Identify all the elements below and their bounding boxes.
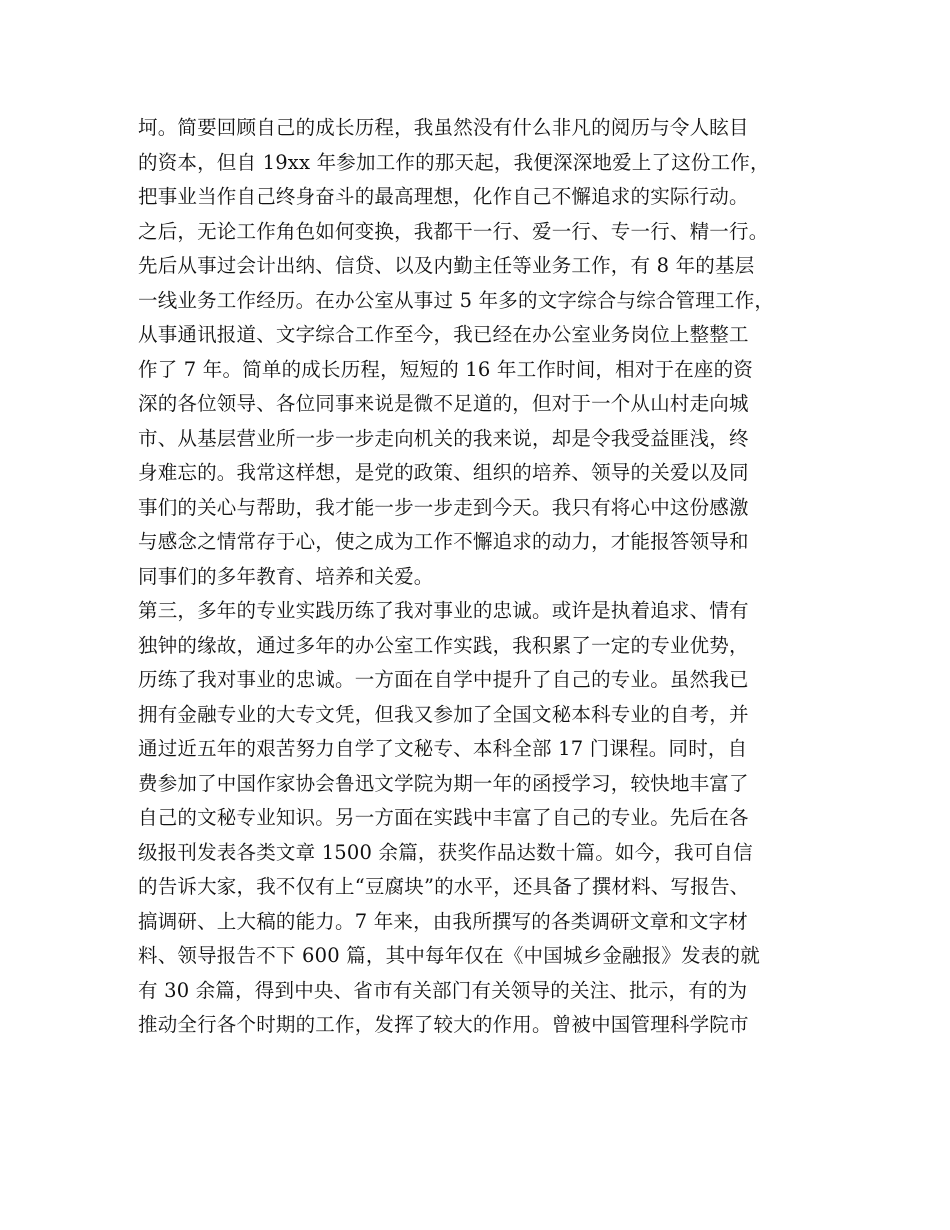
text-line: 独钟的缘故，通过多年的办公室工作实践，我积累了一定的专业优势，: [138, 633, 749, 657]
text-line: 第三，多年的专业实践历练了我对事业的忠诚。或许是执着追求、情有: [138, 599, 749, 622]
text-line: 市、从基层营业所一步一步走向机关的我来说，却是令我受益匪浅，终: [138, 426, 749, 450]
text-line: 事们的关心与帮助，我才能一步一步走到今天。我只有将心中这份感激: [138, 495, 749, 519]
text-line: 的资本，但自 19xx 年参加工作的那天起，我便深深地爱上了这份工作，: [138, 150, 770, 174]
text-line: 历练了我对事业的忠诚。一方面在自学中提升了自己的专业。虽然我已: [138, 668, 749, 691]
text-line: 从事通讯报道、文字综合工作至今，我已经在办公室业务岗位上整整工: [138, 323, 749, 346]
text-line: 搞调研、上大稿的能力。7 年来，由我所撰写的各类调研文章和文字材: [138, 909, 749, 933]
text-line: 通过近五年的艰苦努力自学了文秘专、本科全部 17 门课程。同时，自: [138, 737, 748, 760]
text-line: 与感念之情常存于心，使之成为工作不懈追求的动力，才能报答领导和: [138, 530, 749, 553]
text-line: 作了 7 年。简单的成长历程，短短的 16 年工作时间，相对于在座的资: [138, 357, 754, 381]
text-line: 把事业当作自己终身奋斗的最高理想，化作自己不懈追求的实际行动。: [138, 185, 749, 208]
text-line: 坷。简要回顾自己的成长历程，我虽然没有什么非凡的阅历与令人眩目: [138, 116, 749, 139]
text-line: 一线业务工作经历。在办公室从事过 5 年多的文字综合与综合管理工作，: [138, 288, 775, 312]
text-line: 自己的文秘专业知识。另一方面在实践中丰富了自己的专业。先后在各: [138, 806, 749, 829]
text-line: 深的各位领导、各位同事来说是微不足道的，但对于一个从山村走向城: [138, 392, 749, 415]
body-text: [138, 111, 828, 1043]
text-line: 之后，无论工作角色如何变换，我都干一行、爱一行、专一行、精一行。: [138, 219, 769, 243]
text-line: 拥有金融专业的大专文凭，但我又参加了全国文秘本科专业的自考，并: [138, 702, 749, 726]
text-line: 的告诉大家，我不仅有上“豆腐块”的水平，还具备了撰材料、写报告、: [138, 875, 750, 898]
text-line: 推动全行各个时期的工作，发挥了较大的作用。曾被中国管理科学院市: [138, 1013, 749, 1036]
text-line: 级报刊发表各类文章 1500 余篇，获奖作品达数十篇。如今，我可自信: [138, 840, 753, 864]
text-line: 有 30 余篇，得到中央、省市有关部门有关领导的关注、批示，有的为: [138, 978, 748, 1002]
text-line: 先后从事过会计出纳、信贷、以及内勤主任等业务工作，有 8 年的基层: [138, 254, 755, 277]
text-line: 费参加了中国作家协会鲁迅文学院为期一年的函授学习，较快地丰富了: [138, 771, 749, 795]
text-line: 料、领导报告不下 600 篇，其中每年仅在《中国城乡金融报》发表的就: [138, 944, 760, 967]
text-line: 同事们的多年教育、培养和关爱。: [138, 564, 434, 588]
text-line: 身难忘的。我常这样想，是党的政策、组织的培养、领导的关爱以及同: [138, 461, 749, 484]
